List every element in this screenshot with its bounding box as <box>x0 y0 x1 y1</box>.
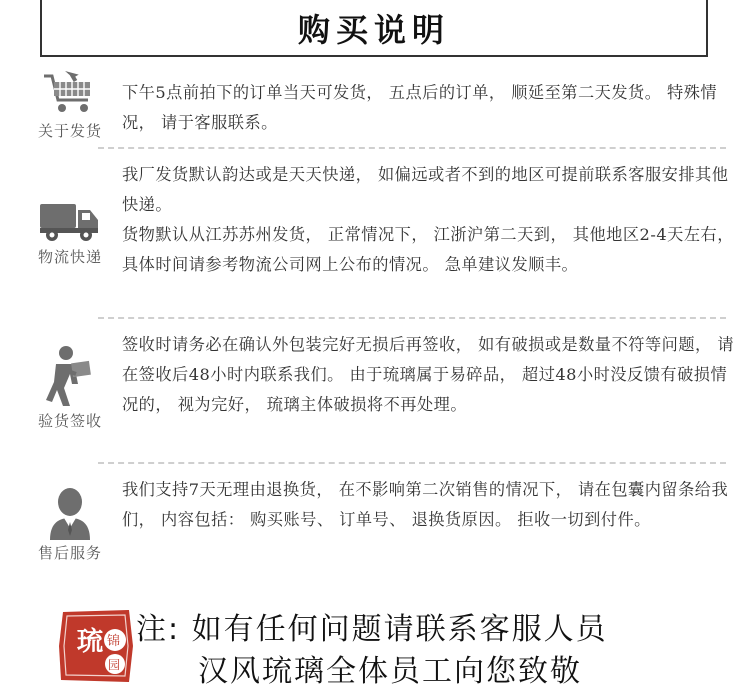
shopping-cart-icon <box>38 66 102 118</box>
section-label-shipping: 关于发货 <box>37 122 102 140</box>
section-divider <box>98 317 726 319</box>
title-banner <box>40 0 708 57</box>
svg-text:琉: 琉 <box>77 627 104 657</box>
shipping-icon-group <box>22 66 118 141</box>
footer-note <box>0 598 750 698</box>
section-divider <box>98 462 726 464</box>
aftersales-icon-group <box>22 484 118 563</box>
svg-text:园: 园 <box>108 658 121 672</box>
svg-text:锦: 锦 <box>107 634 121 649</box>
section-paragraph: 下午5点前拍下的订单当天可发货， 五点后的订单， 顺延至第二天发货。 特殊情况， 请于客服联系。 <box>122 83 718 132</box>
section-text-shipping <box>122 78 740 138</box>
section-paragraph: 我厂发货默认韵达或是天天快递， 如偏远或者不到的地区可提前联系客服安排其他快递。 <box>122 165 729 214</box>
brand-seal-logo <box>55 606 137 686</box>
section-divider <box>98 147 726 149</box>
delivery-person-icon <box>42 344 98 408</box>
section-paragraph: 我们支持7天无理由退换货， 在不影响第二次销售的情况下， 请在包囊内留条给我们， 内容包括： 购买账号、 订单号、 退换货原因。 拒收一切到付件。 <box>122 480 729 529</box>
section-text-logistics <box>122 160 740 280</box>
section-paragraph: 签收时请务必在确认外包装完好无损后再签收， 如有破损或是数量不符等问题， 请在签收后48小时内联系我们。 由于琉璃属于易碎品， 超过48小时没反馈有破损情况的， 视为完好， 琉璃主体破损将不再处理。 <box>122 335 735 414</box>
note-line-regards: 汉风琉璃全体员工向您致敬 <box>198 654 582 689</box>
inspection-icon-group <box>22 344 118 431</box>
section-paragraph: 货物默认从江苏苏州发货， 正常情况下， 江浙沪第二天到， 其他地区2-4天左右， 具体时间请参考物流公司网上公布的情况。 急单建议发顺丰。 <box>122 225 734 274</box>
truck-icon <box>38 200 102 244</box>
section-label-aftersales: 售后服务 <box>37 544 102 562</box>
page-title: 购买说明 <box>297 10 450 49</box>
logistics-icon-group <box>22 200 118 267</box>
section-text-aftersales <box>122 475 740 535</box>
section-label-inspection: 验货签收 <box>37 412 102 430</box>
section-label-logistics: 物流快递 <box>37 248 102 266</box>
note-line-contact: 注: 如有任何问题请联系客服人员 <box>136 612 608 647</box>
section-text-inspection <box>122 330 740 420</box>
customer-service-icon <box>44 484 96 540</box>
